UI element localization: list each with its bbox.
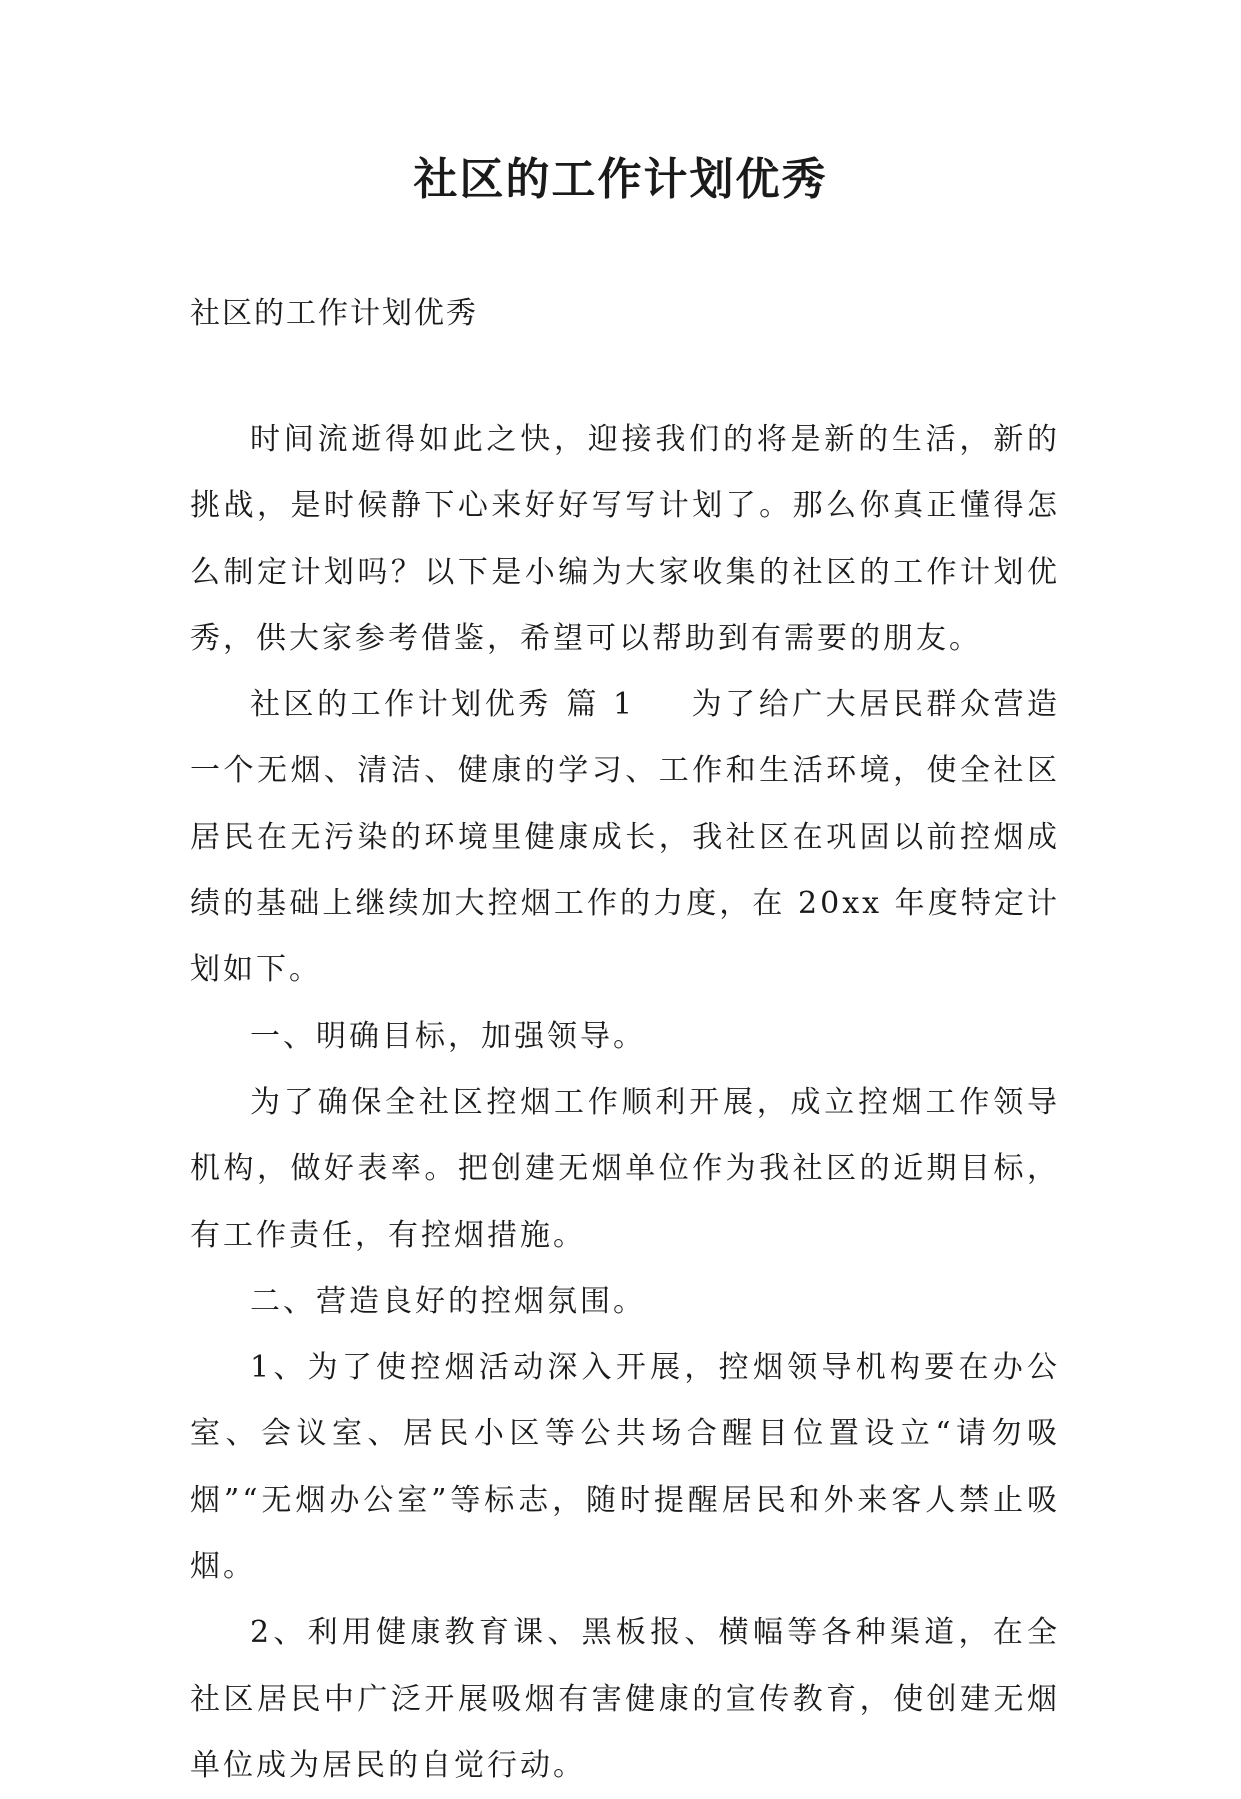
section-1-paragraph: 为了确保全社区控烟工作顺利开展，成立控烟工作领导机构，做好表率。把创建无烟单位作为我社区的近期目标，有工作责任，有控烟措施。 xyxy=(190,1084,1060,1253)
document-body xyxy=(190,407,1060,1799)
section-2-item-1: 1、为了使控烟活动深入开展，控烟领导机构要在办公室、会议室、居民小区等公共场合醒目位置设立“请勿吸烟”“无烟办公室”等标志，随时提醒居民和外来客人禁止吸烟。 xyxy=(190,1350,1060,1585)
part-number: 篇 1 xyxy=(565,687,636,723)
section-2-item-2: 2、利用健康教育课、黑板报、横幅等各种渠道，在全社区居民中广泛开展吸烟有害健康的宣传教育，使创建无烟单位成为居民的自觉行动。 xyxy=(190,1615,1060,1783)
intro-paragraph: 时间流逝得如此之快，迎接我们的将是新的生活，新的挑战，是时候静下心来好好写写计划了。那么你真正懂得怎么制定计划吗？以下是小编为大家收集的社区的工作计划优秀，供大家参考借鉴，希望可以帮助到有需要的朋友。 xyxy=(190,422,1060,656)
section-1-heading: 一、明确目标，加强领导。 xyxy=(250,1018,646,1054)
part-text: 为了给广大居民群众营造一个无烟、清洁、健康的学习、工作和生活环境，使全社区居民在无污染的环境里健康成长，我社区在巩固以前控烟成绩的基础上继续加大控烟工作的力度，在 20xx 年度特定计划如下。 xyxy=(190,687,1061,988)
section-2-heading: 二、营造良好的控烟氛围。 xyxy=(250,1283,646,1319)
part-1-paragraph xyxy=(190,672,1060,1003)
document-subtitle: 社区的工作计划优秀 xyxy=(190,296,478,331)
part-heading: 社区的工作计划优秀 xyxy=(250,687,552,723)
document-title: 社区的工作计划优秀 xyxy=(413,154,828,205)
